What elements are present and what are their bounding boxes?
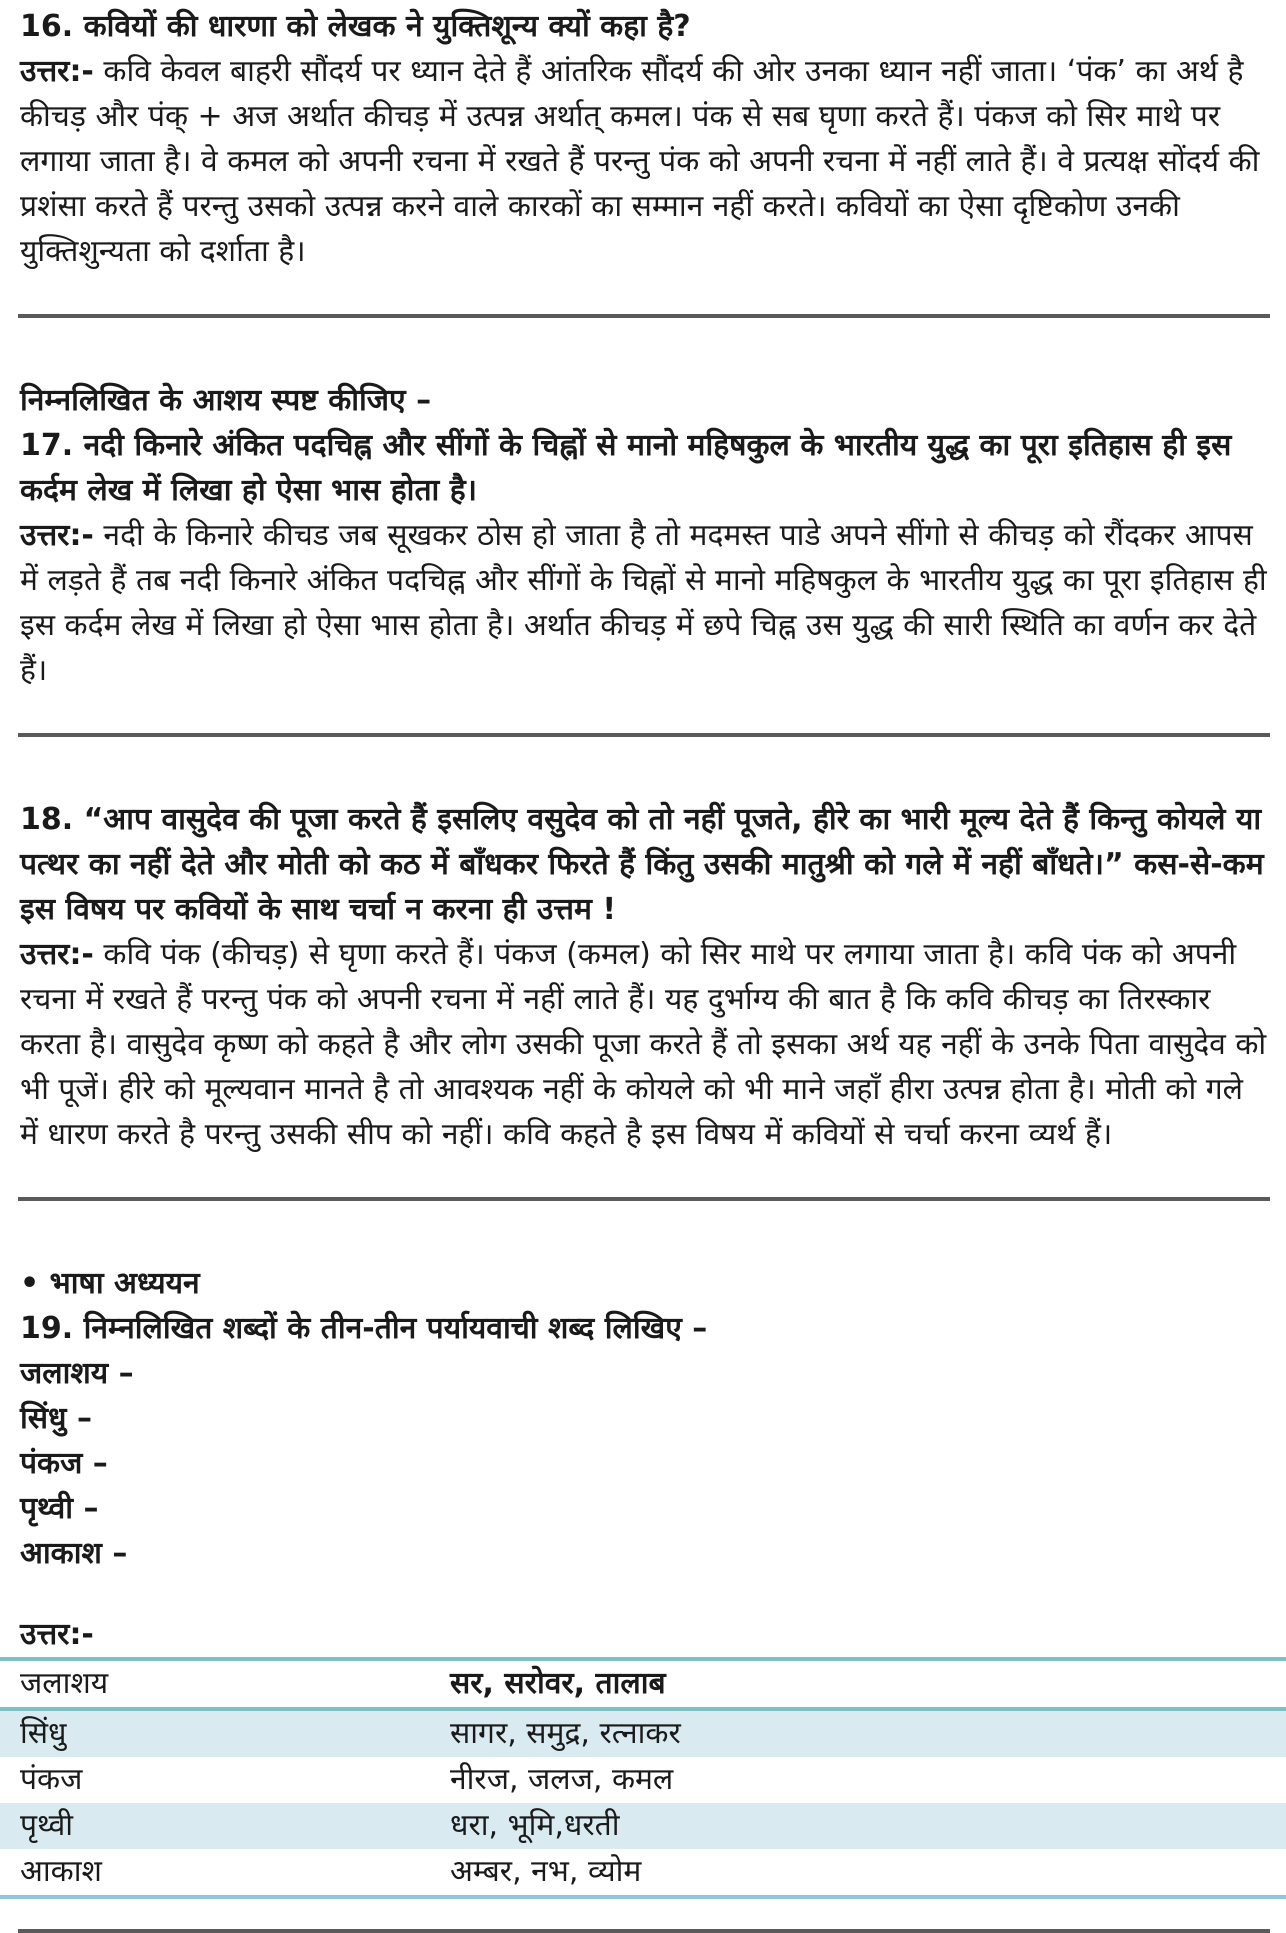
table-row	[0, 1803, 1286, 1849]
table-row	[0, 1757, 1286, 1803]
question-text: 16. कवियों की धारणा को लेखक ने युक्तिशून्य क्यों कहा है?	[20, 9, 691, 44]
synonyms-cell: सर, सरोवर, तालाब	[450, 1659, 1286, 1709]
answer	[20, 49, 1268, 274]
synonyms-table	[0, 1657, 1286, 1899]
answer	[20, 513, 1268, 693]
table-header-row	[0, 1659, 1286, 1709]
word-item: पंकज –	[20, 1446, 108, 1481]
answer-label: उत्तर:-	[20, 1617, 94, 1652]
answer-label: उत्तर:-	[20, 54, 94, 89]
question-text: 17. नदी किनारे अंकित पदचिह्न और सींगों के चिह्नों से मानो महिषकुल के भारतीय युद्ध का पूरा इतिहास ही इस कर्दम लेख में लिखा हो ऐसा भास होता है।	[20, 428, 1232, 508]
word-cell: सिंधु	[0, 1709, 450, 1757]
word-item: आकाश –	[20, 1536, 128, 1571]
table-row	[0, 1709, 1286, 1757]
word-cell: जलाशय	[0, 1659, 450, 1709]
question-19	[20, 1306, 1268, 1899]
question-16	[20, 4, 1268, 274]
answer-label: उत्तर:-	[20, 937, 94, 972]
table-row	[0, 1849, 1286, 1897]
word-cell: पंकज	[20, 1762, 83, 1797]
answer-text: कवि पंक (कीचड़) से घृणा करते हैं। पंकज (कमल) को सिर माथे पर लगाया जाता है। कवि पंक को अपनी रचना में रखते हैं परन्तु पंक को अपनी रचना में नहीं लाते हैं। यह दुर्भाग्य की बात है कि कवि कीचड़ का तिरस्कार करता है। वासुदेव कृष्ण को कहते है और लोग उसकी पूजा करते हैं तो इसका अर्थ यह नहीं के उनके पिता वासुदेव को भी पूजें। हीरे को मूल्यवान मानते है तो आवश्यक नहीं के कोयले को भी माने जहाँ हीरा उत्पन्न होता है। मोती को गले में धारण करते है परन्तु उसकी सीप को नहीं। कवि कहते है इस विषय में कवियों से चर्चा करना व्यर्थ हैं।	[20, 937, 1267, 1152]
question-text: 18. “आप वासुदेव की पूजा करते हैं इसलिए वसुदेव को तो नहीं पूजते, हीरे का भारी मूल्य देते हैं किन्तु कोयले या पत्थर का नहीं देते और मोती को कठ में बाँधकर फिरते हैं किंतु उसकी मातुश्री को गले में नहीं बाँधते।” कस-से-कम इस विषय पर कवियों के साथ चर्चा न करना ही उत्तम !	[20, 802, 1264, 927]
question-text: 19. निम्नलिखित शब्दों के तीन-तीन पर्यायवाची शब्द लिखिए –	[20, 1311, 708, 1346]
answer-text: नदी के किनारे कीचड जब सूखकर ठोस हो जाता है तो मदमस्त पाडे अपने सींगो से कीचड़ को रौंदकर आपस में लड़ते हैं तब नदी किनारे अंकित पदचिह्न और सींगों के चिह्नों से मानो महिषकुल के भारतीय युद्ध का पूरा इतिहास ही इस कर्दम लेख में लिखा हो ऐसा भास होता है। अर्थात कीचड़ में छपे चिह्न उस युद्ध की सारी स्थिति का वर्णन कर देते हैं।	[20, 518, 1267, 688]
question-17	[20, 423, 1268, 693]
synonyms-cell: सागर, समुद्र, रत्नाकर	[450, 1709, 1286, 1757]
divider	[18, 1929, 1270, 1933]
synonyms-cell: नीरज, जलज, कमल	[450, 1762, 674, 1797]
section-heading: • भाषा अध्ययन	[20, 1266, 200, 1301]
answer	[20, 932, 1268, 1157]
answer-label: उत्तर:-	[20, 518, 94, 553]
word-item: सिंधु –	[20, 1401, 92, 1436]
word-item: जलाशय –	[20, 1356, 134, 1391]
word-cell: आकाश	[0, 1849, 450, 1897]
answer-text: कवि केवल बाहरी सौंदर्य पर ध्यान देते हैं आंतरिक सौंदर्य की ओर उनका ध्यान नहीं जाता। ‘पंक’ का अर्थ है कीचड़ और पंक् + अज अर्थात कीचड़ में उत्पन्न अर्थात् कमल। पंक से सब घृणा करते हैं। पंकज को सिर माथे पर लगाया जाता है। वे कमल को अपनी रचना में रखते हैं परन्तु पंक को अपनी रचना में नहीं लाते हैं। वे प्रत्यक्ष सोंदर्य की प्रशंसा करते हैं परन्तु उसको उत्पन्न करने वाले कारकों का सम्मान नहीं करते। कवियों का ऐसा दृष्टिकोण उनकी युक्तिशुन्यता को दर्शाता है।	[20, 54, 1260, 269]
question-18	[20, 797, 1268, 1157]
word-item: पृथ्वी –	[20, 1491, 99, 1526]
synonyms-cell: धरा, भूमि,धरती	[450, 1803, 1286, 1849]
section-heading: निम्नलिखित के आशय स्पष्ट कीजिए –	[20, 383, 432, 418]
word-cell: पृथ्वी	[0, 1803, 450, 1849]
synonyms-cell: अम्बर, नभ, व्योम	[450, 1849, 1286, 1897]
